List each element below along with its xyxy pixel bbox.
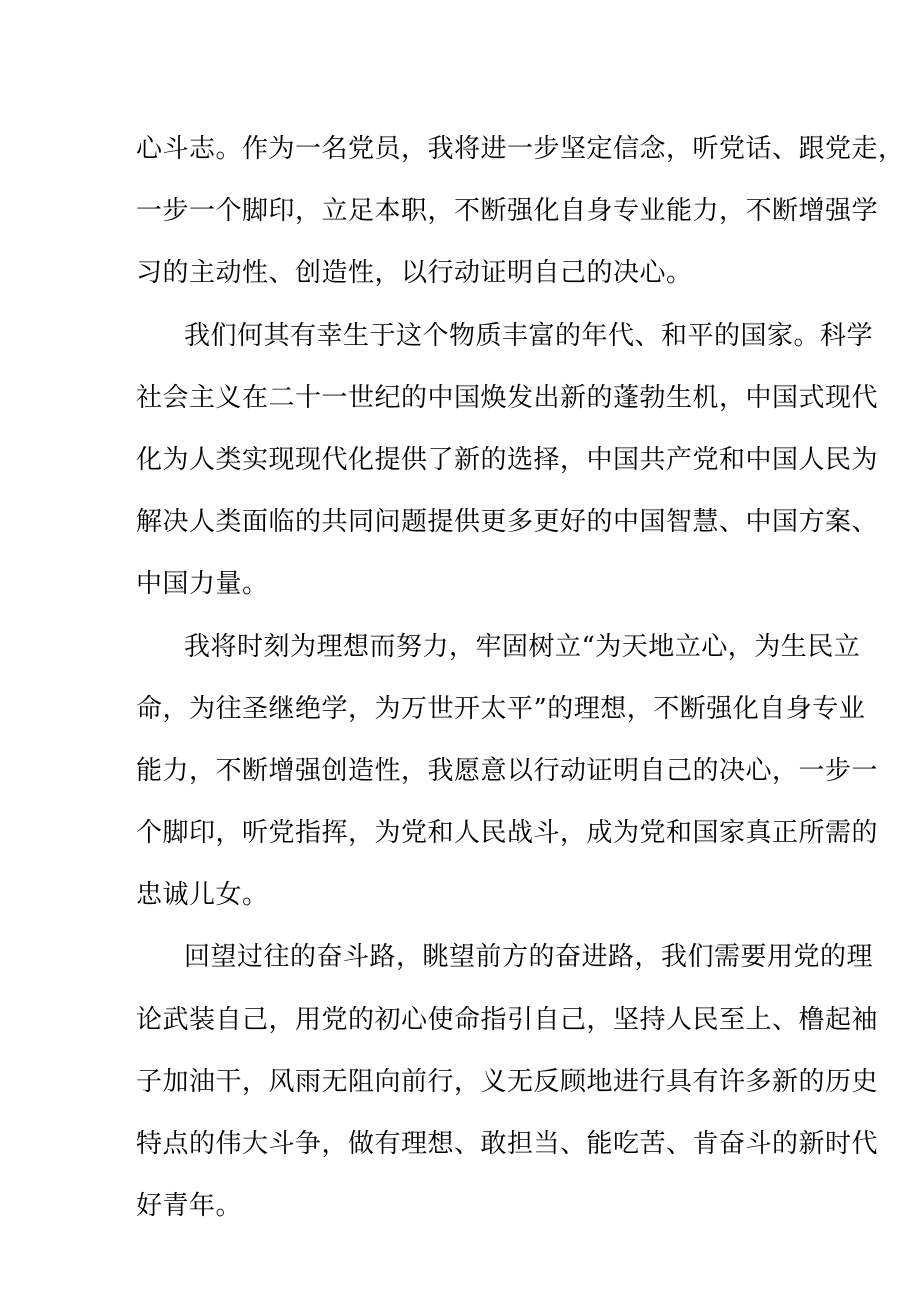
text-line: 社会主义在二十一世纪的中国焕发出新的蓬勃生机，中国式现代 bbox=[136, 382, 879, 413]
text-line: 特点的伟大斗争，做有理想、敢担当、能吃苦、肯奋斗的新时代 bbox=[136, 1129, 879, 1159]
text-line: 我将时刻为理想而努力，牢固树立“为天地立心，为生民立 bbox=[184, 631, 861, 662]
paragraph-4 bbox=[136, 926, 879, 1237]
text-line: 能力，不断增强创造性，我愿意以行动证明自己的决心，一步一 bbox=[136, 755, 879, 786]
text-line: 回望过往的奋斗路，眺望前方的奋进路，我们需要用党的理 bbox=[184, 942, 874, 973]
text-line: 我们何其有幸生于这个物质丰富的年代、和平的国家。科学 bbox=[184, 320, 874, 351]
text-line: 心斗志。作为一名党员，我将进一步坚定信念，听党话、跟党走， bbox=[136, 134, 905, 164]
text-line: 子加油干，风雨无阻向前行，义无反顾地进行具有许多新的历史 bbox=[136, 1066, 879, 1097]
text-line: 一步一个脚印，立足本职，不断强化自身专业能力，不断增强学 bbox=[136, 196, 879, 227]
text-line: 化为人类实现现代化提供了新的选择，中国共产党和中国人民为 bbox=[136, 444, 879, 475]
text-line: 个脚印，听党指挥，为党和人民战斗，成为党和国家真正所需的 bbox=[136, 818, 879, 849]
paragraph-3 bbox=[136, 616, 879, 927]
text-line: 命，为往圣继绝学，为万世开太平”的理想，不断强化自身专业 bbox=[136, 693, 866, 724]
text-line: 论武装自己，用党的初心使命指引自己，坚持人民至上、橹起袖 bbox=[136, 1004, 879, 1035]
text-line: 中国力量。 bbox=[136, 569, 269, 600]
document-body bbox=[136, 118, 905, 1237]
text-line: 习的主动性、创造性，以行动证明自己的决心。 bbox=[136, 258, 693, 289]
paragraph-1 bbox=[136, 118, 905, 305]
text-line: 解决人类面临的共同问题提供更多更好的中国智慧、中国方案、 bbox=[136, 507, 879, 538]
text-line: 忠诚儿女。 bbox=[136, 880, 269, 911]
paragraph-2 bbox=[136, 305, 879, 616]
text-line: 好青年。 bbox=[136, 1191, 243, 1222]
